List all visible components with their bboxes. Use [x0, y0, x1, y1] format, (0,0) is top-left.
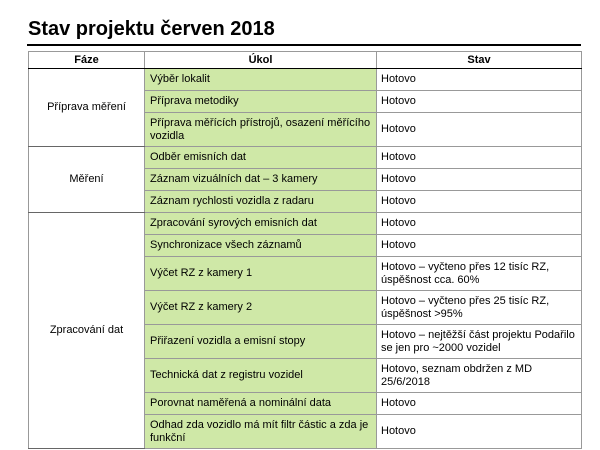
- status-cell: Hotovo: [377, 91, 582, 113]
- task-cell: Záznam rychlosti vozidla z radaru: [145, 191, 377, 213]
- phase-cell: Měření: [29, 147, 145, 213]
- project-status-table: [28, 51, 582, 449]
- header-phase: Fáze: [29, 52, 145, 69]
- status-cell: Hotovo: [377, 235, 582, 257]
- status-cell: Hotovo: [377, 69, 582, 91]
- task-cell: Příprava měřících přístrojů, osazení měřícího vozidla: [145, 113, 377, 147]
- title-underline: [27, 44, 581, 46]
- header-row: [29, 52, 582, 69]
- status-cell: Hotovo – nejtěžší část projektu Podařilo se jen pro ~2000 vozidel: [377, 325, 582, 359]
- task-cell: Výběr lokalit: [145, 69, 377, 91]
- status-cell: Hotovo: [377, 213, 582, 235]
- header-task: Úkol: [145, 52, 377, 69]
- table-row: [29, 213, 582, 235]
- task-cell: Záznam vizuálních dat – 3 kamery: [145, 169, 377, 191]
- status-cell: Hotovo – vyčteno přes 12 tisíc RZ, úspěšnost cca. 60%: [377, 257, 582, 291]
- status-cell: Hotovo: [377, 415, 582, 449]
- task-cell: Výčet RZ z kamery 2: [145, 291, 377, 325]
- status-cell: Hotovo: [377, 113, 582, 147]
- page-title: Stav projektu červen 2018: [28, 18, 275, 40]
- task-cell: Odběr emisních dat: [145, 147, 377, 169]
- status-cell: Hotovo – vyčteno přes 25 tisíc RZ, úspěšnost >95%: [377, 291, 582, 325]
- task-cell: Přiřazení vozidla a emisní stopy: [145, 325, 377, 359]
- status-cell: Hotovo: [377, 147, 582, 169]
- task-cell: Synchronizace všech záznamů: [145, 235, 377, 257]
- status-cell: Hotovo: [377, 393, 582, 415]
- task-cell: Odhad zda vozidlo má mít filtr částic a zda je funkční: [145, 415, 377, 449]
- status-cell: Hotovo: [377, 191, 582, 213]
- task-cell: Zpracování syrových emisních dat: [145, 213, 377, 235]
- table-row: [29, 147, 582, 169]
- task-cell: Příprava metodiky: [145, 91, 377, 113]
- status-cell: Hotovo: [377, 169, 582, 191]
- status-cell: Hotovo, seznam obdržen z MD 25/6/2018: [377, 359, 582, 393]
- phase-cell: Příprava měření: [29, 69, 145, 147]
- table-row: [29, 69, 582, 91]
- task-cell: Porovnat naměřená a nominální data: [145, 393, 377, 415]
- phase-cell: Zpracování dat: [29, 213, 145, 449]
- task-cell: Výčet RZ z kamery 1: [145, 257, 377, 291]
- task-cell: Technická dat z registru vozidel: [145, 359, 377, 393]
- header-status: Stav: [377, 52, 582, 69]
